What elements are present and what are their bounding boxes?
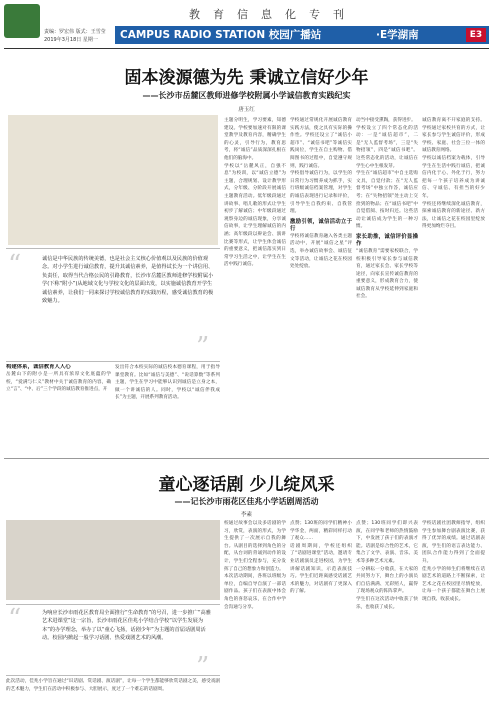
close-quote-icon-2: ” <box>196 652 210 682</box>
open-quote-icon-2: “ <box>8 604 22 634</box>
article1-col3b: “诚信教育”需要家校联合，学校积极引导家长参与诚信教育，通过家长会、家长学校等途径，向家长宣传诚信教育的重要意义，形成教育合力，使诚信教育从学校延伸到家庭和社会。 <box>356 248 418 300</box>
page-number: E3 <box>466 28 486 42</box>
article2-pullquote: 为响应长沙市雨花区教育局全面推行“生命教育”的号召，进一步推广“高雅艺术进课堂”这一宗旨，长沙市雨花区佳兆小学结合学校“以学生发展为本”的办学理念，举办了以“童心飞扬，话剧少年”为主题的首届话剧周活动。校园内掀起一股学习话剧、热爱戏剧艺术的风潮。 <box>42 610 211 642</box>
article1-title: 固本浚源德为先 秉诚立信好少年 <box>124 68 369 88</box>
article2-lead: 此次活动，佳兆小学旨在通过“识话剧、赏话剧、演话剧”，让每一个学生都能够欣赏话剧之美，感受戏剧的艺术魅力，学生们在活动中积极参与、大胆展示，度过了一个难忘的话剧周。 <box>6 679 220 692</box>
article1-col3-heading: 家长助推，诚信评价显操作 <box>356 233 418 247</box>
editor-line: 责编：罗宏伟 版式：王雪莹 <box>44 29 106 35</box>
article2-col2: 点赞；130班的同学们精神小学华金，两面，精彩同样打动了观众…… 话剧周期间，学校还组织了“话剧进课堂”活动，邀请专业话剧演员走进校园，为学生讲解话剧知识，示范表演技巧。学生们近距离感受话剧艺术的魅力，对话剧有了更深入的了解。 <box>290 521 352 595</box>
article1-lead-text-a: 岳麓山下的附小是一所具有浓厚文化底蕴的学校，“爱满与仁义”教材中关于诚信教育的内容，确立“言”、“中、后”三个学段的诚信教育推进点，开 <box>6 372 111 393</box>
article2-col1: 校通过故事会以及多话剧的学习，欣赏，表演的形式，为学生提供了一次展示自我的舞台。从剧目的选择到角色的分配，从台词的背诵到动作的设计，学生们全程参与，充分发挥了自己的想象力和创造力。 本次活动期间，各班以班级为单位，自编自导自演了一部话剧作品。孩子们在表演中体会角色的喜怒哀乐，在合作中学会沟通与分享。 <box>224 521 286 610</box>
banner-title: CAMPUS RADIO STATION 校园广播站 <box>120 29 322 41</box>
article2-author: 李素 <box>240 512 252 518</box>
article1-pullquote-box <box>6 248 220 362</box>
article-divider <box>4 458 489 459</box>
article1-col3: 动当中接受熏陶，获得进步。 学校设立了四个常态化的活动：一是“诚信超市”，二是“无人监督考场”，三是“失物招领”，四是“诚信书吧”。这些常态化的活动，让诚信在学生心中生根发芽。 学生在“诚信超市”中自主选购文具，自觉付款；在“无人监督考场”中独立作答，诚信应考；在“失物招领”处主动上交捡到的物品；在“诚信书吧”中自觉借阅、按时归还。这些活动让诚信成为学生的一种习惯。 <box>356 118 418 230</box>
article1-col2: 学校通过常规化开展诚信教育实践方法，使之具有实际的操作性。学校还设立了“诚信小超市”、“诚信书吧”等诚信实践岗位，学生在自主购物、借阅图书的过程中，自觉遵守规则，践行诚信。 学校倡导诚信行为，以学生的日常行为习惯养成为抓手，实行班级诚信档案管理，对学生的诚信表现进行记录和评价，引导学生自我约束、自我管理。 <box>290 118 352 215</box>
open-quote-icon: “ <box>8 250 22 280</box>
article1-col4: 诚信教育离不开家庭的支持。学校通过家校共育的方式，让家长参与学生诚信评价，形成学校、家庭、社会三位一体的诚信教育网络。 学校以诚信档案为载体，引导学生在生活中践行诚信，把诚信内化于心、外化于行，努力把每一个孩子培养成为讲诚信、守诚信、有担当的好少年。 学校还将继续深化诚信教育，探索诚信教育的新途径、新方法，让诚信之花在校园里绽放得更加绚烂夺目。 <box>422 118 485 230</box>
article2-col3: 点赞；130班同学们即兴表演，在同学和老师的热情鼓励下，中发展了孩子们的表演才能。话剧是综合性的艺术，它集合了文学、表演、音乐、美术等多种艺术元素。 一分耕耘一分收获，在大家的共同努力下，舞台上的小演员们自信满满、光彩照人，赢得了现场观众的阵阵掌声。 学生们在这次活动中收获了快乐，也收获了成长。 <box>356 521 418 610</box>
article2-col4: 学校话剧社团教师指导，组织学生参加舞台剧表演比赛，获得了优异的成绩。通过话剧表演，学生们的语言表达能力、团队合作能力得到了全面提升。 佳兆小学的师生们将继续在话剧艺术的道路上不断探索，让艺术之花在校园里尽情绽放，让每一个孩子都能在舞台上展现自我、收获成长。 <box>422 521 485 602</box>
section-name: ·E学湖南 <box>376 29 419 41</box>
article1-col2-heading: 激励引领，诚信活动立于行 <box>290 218 352 232</box>
article2-pullquote-box <box>6 604 220 682</box>
date-line: 2019年3月18日 星期一 <box>44 37 98 43</box>
article1-lead-text-b: 发出符合本校实际的诚信校本德育课程，用于指导课堂教育。比如“诚信与美德”、“说话算数”等系列主题，学生在学习中能够认识到诚信是立身之本，做一个讲诚信的人。同时，学校以“诚信伴我成长”为主题，开展系列教育活动。 <box>115 365 220 401</box>
article1-photo <box>8 115 218 245</box>
newspaper-logo <box>4 4 40 38</box>
article1-lead-cols <box>6 364 220 454</box>
edu-title: 教育信息化专刊 <box>189 8 357 21</box>
article1-pullquote: 诚信是中华民族的传统美德，也是社会主义核心价值观以及民族的价值观念。对小学生进行诚信教育，提升其诚信素养，是值得试长为一个讲信用、负责任，取得当代合格公民的引路教育，长沙市岳麓区教师进修学校附属小学(下称“附小”)从地域文化与学校文化的层面出发，以实施诚信教育开学生诚信素养，让我们一同来探讨学校诚信教育的实践历程，感受诚信教育的极致魅力。 <box>42 256 214 305</box>
article1-col3-wrap <box>356 117 418 455</box>
article1-author: 唐玉红 <box>238 107 255 113</box>
article1-col1: 主题分明生，学习要素，知德建设。学校要加速对有限的课堂教学及教育内容，精确学生的心灵，引导行为，教育思考，将“诚信”品质深深扎根在他们的脑海中。 学校以“岳麓风正，自强不息”为校训，以“诚信立德”为主题，合理规划、设计教学形式，分年级、分阶段开展诚信主题教育活动。低年级段通过讲故事、唱儿歌的形式让学生初步了解诚信；中年级段通过观察身边的诚信现象，分享诚信故事，让学生理解诚信的内涵；高年级段以辩论会、演讲比赛等形式，让学生体会诚信的重要意义，把诚信落实到日常学习生活之中，让学生在生活中践行诚信。 <box>224 118 286 268</box>
article2-subtitle: ——记长沙市雨花区佳兆小学话剧周活动 <box>174 497 319 506</box>
header-rule <box>4 48 489 49</box>
article2-photo <box>6 520 220 600</box>
close-quote-icon: ” <box>196 332 210 362</box>
article1-col2-wrap <box>290 117 352 455</box>
article1-lead-heading: 构建体系，诚信教育人人心 <box>6 364 71 370</box>
article1-col2b: 学校将诚信教育融入各类主题活动中，开展“诚信之星”评选，举办诚信故事会、诚信征文等活动，让诚信之花在校园处处绽放。 <box>290 233 352 270</box>
article2-title: 童心逐话剧 少儿绽风采 <box>158 475 335 495</box>
article1-subtitle: ——长沙市岳麓区教师进修学校附属小学诚信教育实践纪实 <box>142 91 351 100</box>
